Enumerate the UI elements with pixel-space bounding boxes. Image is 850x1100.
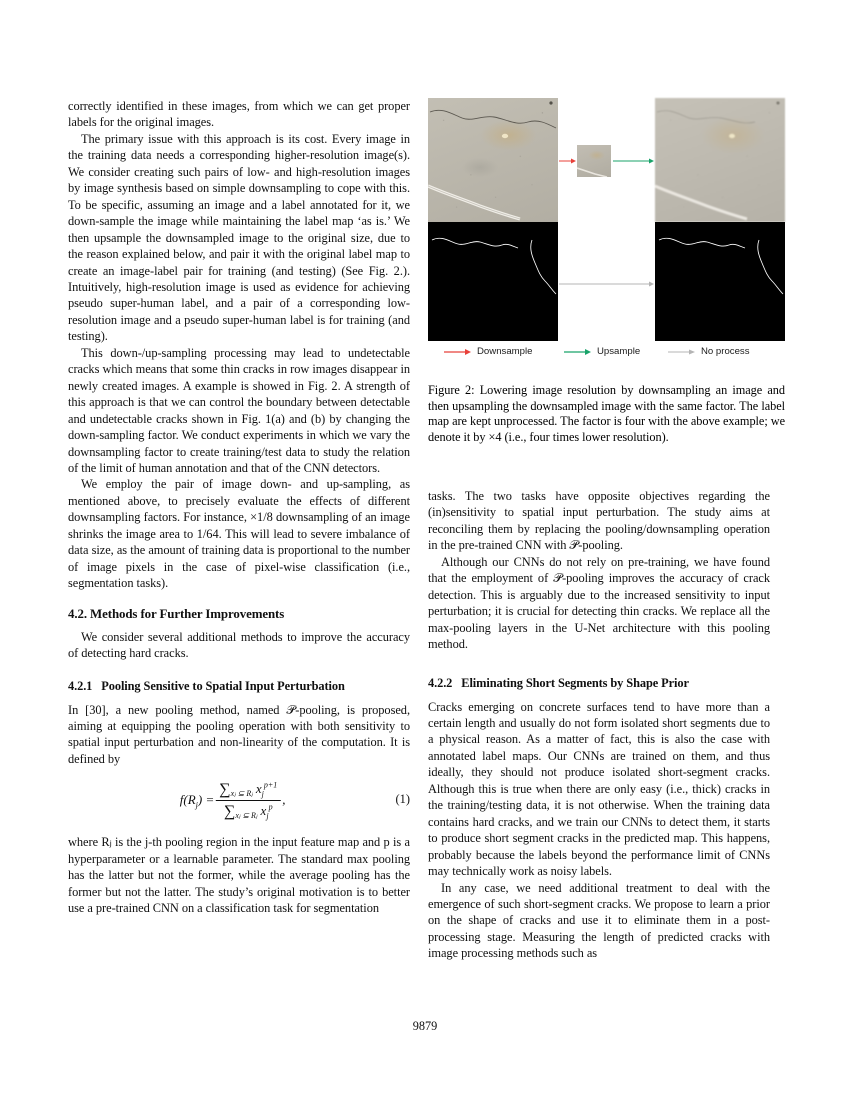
paragraph: Although our CNNs do not rely on pre-training, we have found that the employment of 𝒫-pooling improves the accuracy of crack detection. This is arguably due to the increased sensitivity to input perturbation; it is crucial for detecting thin cracks. We replace all the max-pooling layers in the U-Net architecture with this pooling method.: [428, 554, 770, 652]
paragraph: We employ the pair of image down- and up-sampling, as mentioned above, to precisely evaluate the effects of different downsampling factors. For instance, ×1/8 downsampling of an image shrinks the image area to 1/64. This will lead to severe imbalance of data size, as the amount of training data is proportional to the number of image pixels in the case of pixel-wise classification (i.e., segmentation tasks).: [68, 477, 410, 591]
paragraph: This down-/up-sampling processing may lead to undetectable cracks which means that some thin cracks in row images disappear in newly created images. A example is showed in Fig. 2. A strength of this approach is that we can control the boundary between detectable and undetectable cracks shown in Fig. 1(a) and (b) by changing the down-sampling factor. We conduct experiments in which we vary the downsampling factor to create training/test data to study the relation of the limit of human annotation and that of the CNN detectors.: [68, 345, 410, 475]
equation-trailing-comma: ,: [282, 792, 286, 808]
equation-numerator-term-sub: j: [261, 789, 264, 799]
figure-panel-label-map-right: [655, 222, 785, 341]
paragraph: Cracks emerging on concrete surfaces tend to have more than a certain length and usually do not form isolated short segments due to a physical reason. As a matter of fact, this is also the case with annotated label maps. Our CNNs are trained on them, and thus ideally, they should not produce isolated short-segment cracks. Although this is true when there are only easy (i.e., thick) cracks in the training/testing data, it is not otherwise. When the training data contains hard cracks, and we train our CNNs to detect them, it starts to produce short segment cracks in the predicted map. This happens, probably because the labels beyond the performance limit of CNNs may technically work as noisy labels.: [428, 699, 770, 879]
figure-image-grid: [428, 98, 785, 341]
subsection-heading-4-2-1: [68, 678, 410, 694]
label-map-crack-icon: [428, 222, 558, 341]
crack-overlay-icon: [428, 98, 558, 222]
subsection-number: 4.2.1: [68, 678, 93, 693]
page-number: 9879: [412, 1019, 438, 1033]
crack-overlay-icon: [655, 98, 785, 222]
paragraph: where Rⱼ is the j-th pooling region in the input feature map and p is a hyperparameter or a learnable parameter. The standard max pooling has the latter but not the former, while the average pooling has the former but not the latter. The study’s original motivation is to better use a pre-trained CNN on a classification task for segmentation: [68, 835, 410, 916]
equation-lhs-close: ) =: [197, 791, 215, 807]
right-column: [428, 488, 770, 962]
paragraph: In any case, we need additional treatment to deal with the emergence of such short-segment cracks. We propose to learn a prior on the shape of cracks and use it to eliminate them in a post-processing stage. Measuring the length of predicted cracks with image processing methods such as: [428, 880, 770, 961]
upsample-arrow-icon: [564, 348, 592, 356]
equation-numerator-sum-subscript: xⱼ ⊆ Rⱼ: [230, 789, 253, 799]
equation-1: [68, 777, 410, 825]
equation-numerator: [216, 779, 280, 800]
thumbnail-crack-overlay-icon: [577, 145, 611, 177]
legend-label-no-process: No process: [701, 346, 750, 357]
legend-item-no-process: [668, 346, 750, 357]
legend-label-upsample: Upsample: [597, 346, 641, 357]
paragraph: correctly identified in these images, from which we can get proper labels for the original images.: [68, 99, 410, 130]
equation-number: (1): [395, 792, 410, 807]
equation-fraction: [216, 779, 280, 821]
equation-denominator-sum-subscript: xⱼ ⊆ Rⱼ: [235, 810, 258, 820]
paragraph: The primary issue with this approach is its cost. Every image in the training data needs a corresponding higher-resolution image(s). We consider creating such pairs of low- and high-resolution images by image synthesis based on simple downsampling to cope with this. To be specific, assuming an image and a label annotated for it, we down-sample the image while maintaining the label map ‘as is.’ We then upsample the downsampled image to the original size, due to the reason explained below, and pair it with the original label map to create an image-label pair for training (and testing) (See Fig. 2.). Intuitively, high-resolution image is used as evidence for achieving pseudo super-human label, and a pair of a corresponding low-resolution image and a pseudo super-human label is for training (and testing).: [68, 131, 410, 344]
figure-caption: Figure 2: Lowering image resolution by downsampling an image and then upsampling the downsampled image with the same factor. The label map are kept unprocessed. The factor is four with the above example; we denote it by ×4 (i.e., four times lower resolution).: [428, 383, 785, 444]
equation-numerator-term-sup: p+1: [263, 780, 278, 790]
figure-panel-label-map-left: [428, 222, 558, 341]
equation-body: [180, 779, 286, 821]
subsection-title: Pooling Sensitive to Spatial Input Perturbation: [101, 678, 345, 693]
section-heading-4-2: 4.2. Methods for Further Improvements: [68, 606, 285, 621]
equation-lhs-text: f(R: [179, 791, 196, 807]
equation-lhs-subscript: j: [195, 800, 198, 810]
equation-denominator-term-sub: j: [266, 811, 269, 821]
equation-denominator: [221, 801, 276, 822]
paragraph: In [30], a new pooling method, named 𝒫-pooling, is proposed, aiming at equipping the pooling operation with both sensitivity to spatial input perturbation and non-linearity of the computation. It is defined by: [68, 702, 410, 766]
equation-denominator-term-sup: p: [268, 802, 273, 812]
equation-numerator-term: x: [255, 781, 262, 797]
legend-item-downsample: [444, 346, 532, 357]
legend-item-upsample: [564, 346, 640, 357]
figure-panel-downsampled-thumbnail: [577, 145, 611, 177]
left-column: [68, 98, 410, 917]
sigma-icon: ∑: [223, 802, 236, 820]
equation-lhs: [180, 792, 214, 810]
no-process-arrow-icon: [668, 348, 696, 356]
downsample-arrow-icon: [444, 348, 472, 356]
figure-panel-high-res-photo: [428, 98, 558, 222]
sigma-icon: ∑: [219, 781, 231, 799]
paragraph: We consider several additional methods to improve the accuracy of detecting hard cracks.: [68, 629, 410, 661]
subsection-title: Eliminating Short Segments by Shape Prior: [461, 675, 689, 690]
figure-legend: [428, 346, 785, 366]
subsection-heading-4-2-2: [428, 675, 770, 691]
legend-label-downsample: Downsample: [477, 346, 533, 357]
paragraph: tasks. The two tasks have opposite objectives regarding the (in)sensitivity to spatial input perturbation. The study aims at reconciling them by replacing the pooling/downsampling operation in the pre-trained CNN with 𝒫-pooling.: [428, 489, 770, 553]
figure-2: [428, 98, 785, 445]
figure-panel-upsampled-photo: [655, 98, 785, 222]
subsection-number: 4.2.2: [428, 675, 453, 690]
equation-denominator-term: x: [260, 802, 267, 818]
label-map-crack-icon: [655, 222, 785, 341]
